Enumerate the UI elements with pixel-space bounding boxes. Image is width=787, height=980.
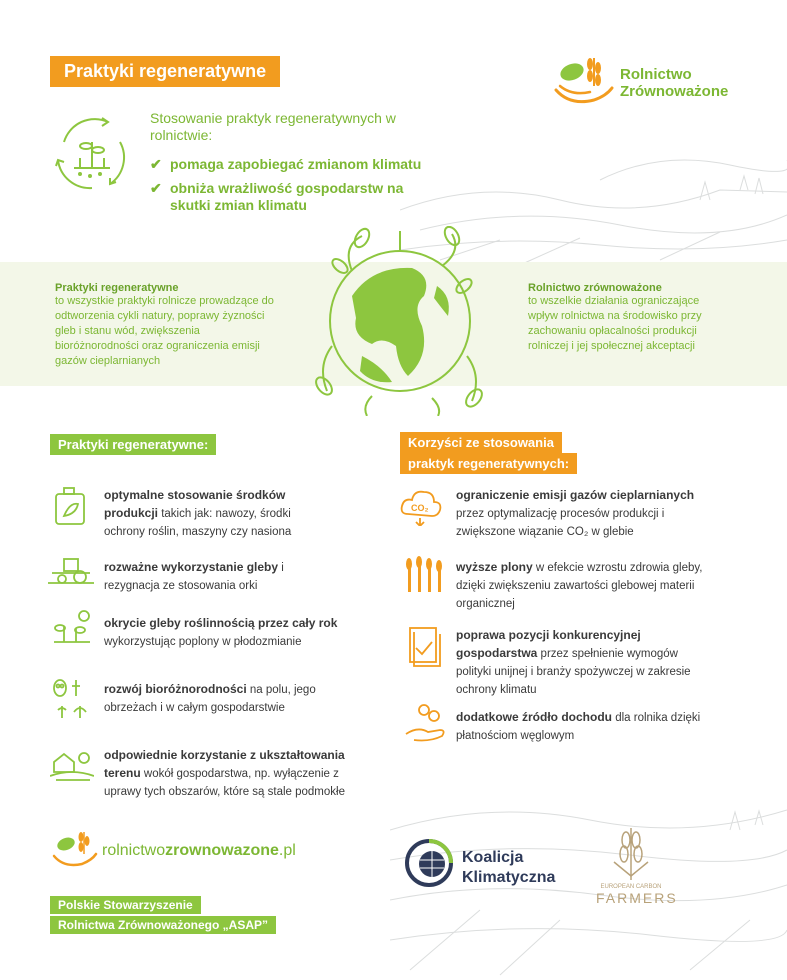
definition-sustainable: Rolnictwo zrównoważone to wszelkie działania ograniczające wpływ rolnictwa na środowisko przy zachowaniu opłacalności produkcji rolniczej i jej społecznej akceptacji bbox=[528, 282, 702, 352]
intro-text: Stosowanie praktyk regeneratywnych w rolnictwie: bbox=[150, 110, 396, 143]
seedling-icon bbox=[50, 608, 94, 648]
coins-hand-icon bbox=[404, 702, 448, 742]
left-item-3: rozwój bioróżnorodności na polu, jego obrzeżach i w całym gospodarstwie bbox=[104, 682, 316, 714]
left-item-4: odpowiednie korzystanie z ukształtowania terenu wokół gospodarstwa, np. wyłączenie z uprawy tych obszarów, które są stale podmokłe bbox=[104, 748, 345, 798]
right-item-2: poprawa pozycji konkurencyjnej gospodarstwa przez spełnienie wymogów polityki unijnej i branży spożywczej w zakresie ochrony klimatu bbox=[456, 628, 691, 696]
association-name-line2: Rolnictwa Zrównoważonego „ASAP” bbox=[50, 916, 276, 934]
right-item-1: wyższe plony w efekcie wzrostu zdrowia gleby, dzięki zwiększeniu zawartości glebowej materii organicznej bbox=[456, 560, 703, 610]
biodiversity-icon bbox=[50, 676, 94, 720]
right-column-heading: Korzyści ze stosowania praktyk regeneratywnych: bbox=[400, 432, 577, 474]
left-column-heading: Praktyki regeneratywne: bbox=[50, 434, 216, 455]
carbon-farmers-small-text: EUROPEAN CARBON bbox=[600, 884, 662, 890]
check-icon: ✔ bbox=[150, 156, 162, 172]
tractor-icon bbox=[48, 555, 94, 585]
document-check-icon bbox=[406, 626, 442, 670]
globe-icon bbox=[312, 226, 488, 416]
carbon-farmers-big-text: FARMERS bbox=[596, 890, 678, 906]
left-item-2: okrycie gleby roślinnością przez cały rok wykorzystując poplony w płodozmianie bbox=[104, 616, 338, 648]
farm-icon bbox=[50, 746, 94, 782]
wheat-icon bbox=[404, 556, 444, 592]
rolnictwo-logo-icon bbox=[550, 52, 616, 108]
footer-logo-icon bbox=[50, 828, 100, 870]
koalicja-name: Koalicja Klimatyczna bbox=[462, 849, 556, 886]
right-item-3: dodatkowe źródło dochodu dla rolnika dzięki płatnościom węglowym bbox=[456, 710, 701, 742]
left-item-0: optymalne stosowanie środków produkcji takich jak: nawozy, środki ochrony roślin, maszyny czy nasiona bbox=[104, 488, 292, 538]
page-title: Praktyki regeneratywne bbox=[50, 56, 280, 87]
association-name-line1: Polskie Stowarzyszenie bbox=[50, 896, 201, 914]
definition-regenerative: Praktyki regeneratywne to wszystkie praktyki rolnicze prowadzące do odtworzenia cykli natury, poprawy żyzności gleb i stanu wód, zwiększenia bioróżnorodności oraz ograniczenia emisji gazów cieplarnianych bbox=[55, 282, 274, 367]
co2-cloud-icon bbox=[400, 486, 444, 526]
canister-icon bbox=[50, 486, 90, 526]
logo-text: Rolnictwo Zrównoważone bbox=[620, 66, 729, 100]
svg-text:CO₂: CO₂ bbox=[411, 503, 429, 513]
regenerative-cycle-icon bbox=[50, 112, 134, 196]
intro-point: ✔ obniża wrażliwość gospodarstw na skutki zmian klimatu bbox=[150, 180, 404, 213]
website-link[interactable]: rolnictwozrownowazone.pl bbox=[102, 842, 296, 859]
koalicja-logo-icon bbox=[404, 838, 454, 888]
intro-point: ✔ pomaga zapobiegać zmianom klimatu bbox=[150, 156, 422, 172]
carbon-farmers-logo-icon bbox=[606, 826, 656, 882]
check-icon: ✔ bbox=[150, 180, 162, 196]
intro-points bbox=[150, 156, 470, 214]
right-item-0: ograniczenie emisji gazów cieplarnianych przez optymalizację procesów produkcji i zwiększone wiązanie CO₂ w glebie bbox=[456, 488, 695, 538]
left-item-1: rozważne wykorzystanie gleby i rezygnacja ze stosowania orki bbox=[104, 560, 284, 592]
